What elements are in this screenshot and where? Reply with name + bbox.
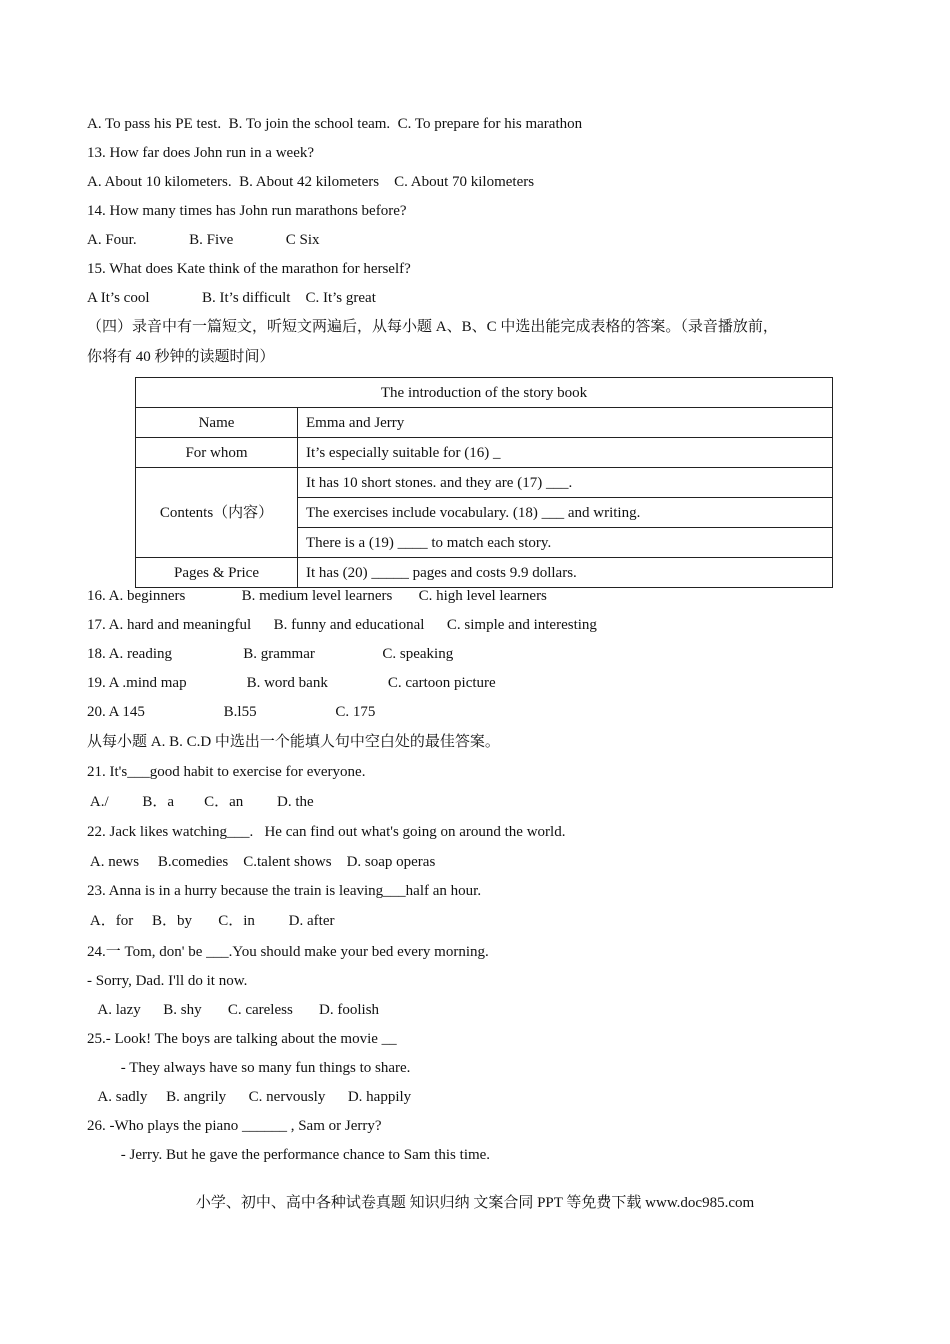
question-23: 23. Anna is in a hurry because the train is leaving___half an hour.: [87, 883, 482, 899]
option-line-15: A It’s cool B. It’s difficult C. It’s great: [87, 290, 376, 306]
option-line-21: A./ B．a C．an D. the: [87, 794, 314, 810]
response-24: - Sorry, Dad. I'll do it now.: [87, 973, 248, 989]
contents-row: There is a (19) ____ to match each story.: [298, 528, 833, 558]
table-title: The introduction of the story book: [136, 378, 833, 408]
page-footer: 小学、初中、高中各种试卷真题 知识归纳 文案合同 PPT 等免费下载 www.doc985.com: [195, 1195, 755, 1211]
option-line-22: A. news B.comedies C.talent shows D. soap operas: [87, 854, 436, 870]
name-label: Name: [136, 408, 298, 438]
forwhom-label: For whom: [136, 438, 298, 468]
question-24: 24.一 Tom, don' be ___.You should make your bed every morning.: [87, 944, 489, 960]
section-instruction-cont: 你将有 40 秒钟的读题时间）: [87, 349, 275, 365]
section-instruction-2: 从每小题 A. B. C.D 中选出一个能填人句中空白处的最佳答案。: [87, 734, 500, 750]
question-15: 15. What does Kate think of the marathon for herself?: [87, 261, 411, 277]
section-instruction: （四）录音中有一篇短文，听短文两遍后，从每小题 A、B、C 中选出能完成表格的答案。（录音播放前，: [87, 319, 778, 335]
question-26: 26. -Who plays the piano ______ , Sam or Jerry?: [87, 1118, 382, 1134]
question-21: 21. It's___good habit to exercise for everyone.: [87, 764, 366, 780]
response-26: - Jerry. But he gave the performance chance to Sam this time.: [87, 1147, 491, 1163]
contents-row: It has 10 short stones. and they are (17) ___.: [298, 468, 833, 498]
story-book-table: [135, 377, 833, 588]
option-line-24: A. lazy B. shy C. careless D. foolish: [87, 1002, 380, 1018]
option-line-18: 18. A. reading B. grammar C. speaking: [87, 646, 454, 662]
question-14: 14. How many times has John run marathons before?: [87, 203, 407, 219]
option-line-20: 20. A 145 B.l55 C. 175: [87, 704, 376, 720]
option-line-14: A. Four. B. Five C Six: [87, 232, 320, 248]
response-25: - They always have so many fun things to share.: [87, 1060, 411, 1076]
name-value: Emma and Jerry: [298, 408, 833, 438]
option-line-23: A．for B．by C．in D. after: [87, 913, 335, 929]
option-line-16: 16. A. beginners B. medium level learners C. high level learners: [87, 588, 547, 604]
option-line-13: A. About 10 kilometers. B. About 42 kilometers C. About 70 kilometers: [87, 174, 535, 190]
option-line-17: 17. A. hard and meaningful B. funny and educational C. simple and interesting: [87, 617, 597, 633]
forwhom-value: It’s especially suitable for (16) _: [298, 438, 833, 468]
contents-label: Contents（内容）: [136, 468, 298, 558]
pages-value: It has (20) _____ pages and costs 9.9 dollars.: [298, 558, 833, 588]
pages-label: Pages & Price: [136, 558, 298, 588]
question-25: 25.- Look! The boys are talking about the movie __: [87, 1031, 397, 1047]
question-22: 22. Jack likes watching___. He can find out what's going on around the world.: [87, 824, 566, 840]
question-13: 13. How far does John run in a week?: [87, 145, 315, 161]
contents-row: The exercises include vocabulary. (18) ___ and writing.: [298, 498, 833, 528]
option-line-19: 19. A .mind map B. word bank C. cartoon picture: [87, 675, 496, 691]
option-line-12: A. To pass his PE test. B. To join the school team. C. To prepare for his marathon: [87, 116, 583, 132]
option-line-25: A. sadly B. angrily C. nervously D. happily: [87, 1089, 412, 1105]
